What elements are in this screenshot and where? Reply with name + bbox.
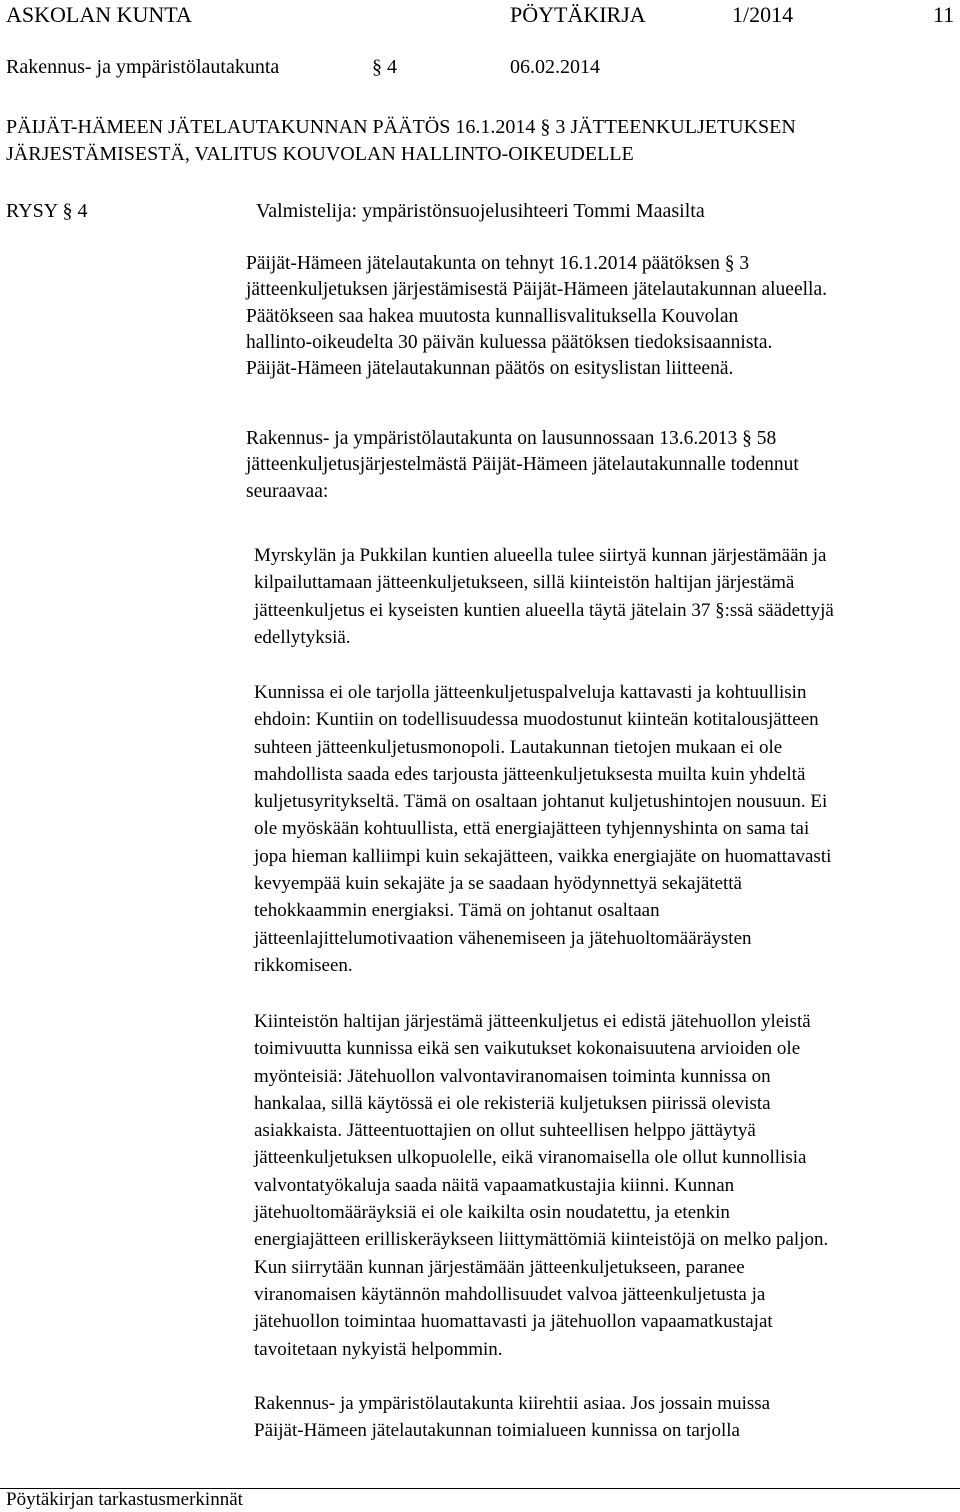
text-line: Myrskylän ja Pukkilan kuntien alueella tulee siirtyä kunnan järjestämään ja [254,545,827,566]
text-line: jätteenkuljetusjärjestelmästä Päijät-Hämeen jätelautakunnalle todennut [246,454,799,476]
meeting-date: 06.02.2014 [510,56,600,78]
text-line: toimivuutta kunnissa eikä sen vaikutukset kokonaisuutena arvioiden ole [254,1038,801,1060]
text-line: suhteen jätteenkuljetusmonopoli. Lautakunnan tietojen mukaan ei ole [254,736,783,758]
text-line: jopa hieman kalliimpi kuin sekajätteen, vaikka energiajäte on huomattavasti [254,845,832,867]
intro-paragraph-1 [246,251,827,382]
text-line: rikkomiseen. [254,954,353,976]
intro-paragraph-2 [246,426,799,505]
text-line: mahdollista saada edes tarjousta jätteenkuljetuksesta muilta kuin yhdeltä [254,763,806,785]
matter-title-line-1: PÄIJÄT-HÄMEEN JÄTELAUTAKUNNAN PÄÄTÖS 16.1.2014 § 3 JÄTTEENKULJETUKSEN [6,116,796,138]
text-line: kevyempää kuin sekajäte ja se saadaan hyödynnettyä sekajätettä [254,873,742,895]
text-line: ehdoin: Kuntiin on todellisuudessa muodostunut kiinteän kotitalousjätteen [254,709,819,731]
text-line: jätehuollon toimintaa huomattavasti ja jätehuollon vapaamatkustajat [254,1311,773,1333]
text-line: kilpailuttamaan jätteenkuljetukseen, sillä kiinteistön haltijan järjestämä [254,572,795,594]
text-line: Päijät-Hämeen jätelautakunnan toimialueen kunnissa on tarjolla [254,1420,740,1442]
text-line: Kiinteistön haltijan järjestämä jätteenkuljetus ei edistä jätehuollon yleistä [254,1011,811,1032]
quoted-paragraph-4 [254,1390,770,1445]
quoted-paragraph-2 [254,679,831,979]
text-line: Kunnissa ei ole tarjolla jätteenkuljetuspalveluja kattavasti ja kohtuullisin [254,682,807,703]
text-line: Kun siirrytään kunnan järjestämään jätteenkuljetukseen, paranee [254,1256,745,1278]
text-line: jätteenkuljetuksen ulkopuolelle, eikä viranomaisella ole ollut kunnollisia [254,1147,807,1169]
text-line: jätteenlajittelumotivaation vähenemiseen ja jätehuoltomääräysten [254,927,752,949]
section-number: § 4 [372,56,397,78]
quoted-paragraph-1 [254,542,834,651]
text-line: hallinto-oikeudelta 30 päivän kuluessa päätöksen tiedoksisaannista. [246,331,773,353]
text-line: edellytyksiä. [254,626,351,648]
matter-title-line-2: JÄRJESTÄMISESTÄ, VALITUS KOUVOLAN HALLINTO-OIKEUDELLE [6,143,634,165]
text-line: Päijät-Hämeen jätelautakunta on tehnyt 16.1.2014 päätöksen § 3 [246,253,750,274]
footer-label: Pöytäkirjan tarkastusmerkinnät [6,1489,243,1510]
text-line: Päätökseen saa hakea muutosta kunnallisvalituksella Kouvolan [246,305,739,327]
committee-name: Rakennus- ja ympäristölautakunta [6,56,280,78]
preparer-line: Valmistelija: ympäristönsuojelusihteeri Tommi Maasilta [256,200,705,222]
matter-reference: RYSY § 4 [6,200,88,222]
text-line: kuljetusyritykseltä. Tämä on osaltaan johtanut kuljetushintojen nousuun. Ei [254,791,828,813]
quoted-paragraph-3 [254,1008,828,1363]
text-line: tehokkaammin energiaksi. Tämä on johtanut osaltaan [254,900,660,922]
text-line: Päijät-Hämeen jätelautakunnan päätös on esityslistan liitteenä. [246,358,734,380]
text-line: ole myöskään kohtuullista, että energiajätteen tyhjennyshinta on sama tai [254,818,810,840]
text-line: energiajätteen erilliskeräykseen liittymättömiä kiinteistöjä on melko paljon. [254,1229,829,1251]
text-line: Rakennus- ja ympäristölautakunta kiirehtii asiaa. Jos jossain muissa [254,1393,771,1414]
text-line: jätteenkuljetuksen järjestämisestä Päijät-Hämeen jätelautakunnan alueella. [246,279,827,301]
document-type: PÖYTÄKIRJA [510,2,646,27]
text-line: valvontatyökaluja saada näitä vapaamatkustajia kiinni. Kunnan [254,1174,735,1196]
text-line: seuraavaa: [246,480,329,502]
text-line: Rakennus- ja ympäristölautakunta on lausunnossaan 13.6.2013 § 58 [246,428,777,449]
text-line: jätehuoltomääräyksiä ei ole kaikilta osin noudatettu, ja etenkin [254,1202,730,1224]
document-number: 1/2014 [732,2,794,27]
text-line: jätteenkuljetus ei kyseisten kuntien alueella täytä jätelain 37 §:ssä säädettyjä [254,599,834,621]
page-number: 11 [933,2,955,27]
text-line: asiakkaista. Jätteentuottajien on ollut suhteellisen helppo jättäytyä [254,1120,756,1142]
text-line: viranomaisen käytännön mahdollisuudet valvoa jätteenkuljetusta ja [254,1283,766,1305]
text-line: hankalaa, sillä käytössä ei ole rekisteriä kuljetuksen piirissä olevista [254,1092,771,1114]
organization-name: ASKOLAN KUNTA [6,2,192,27]
text-line: tavoitetaan nykyistä helpommin. [254,1338,503,1360]
text-line: myönteisiä: Jätehuollon valvontaviranomaisen toiminta kunnissa on [254,1065,771,1087]
